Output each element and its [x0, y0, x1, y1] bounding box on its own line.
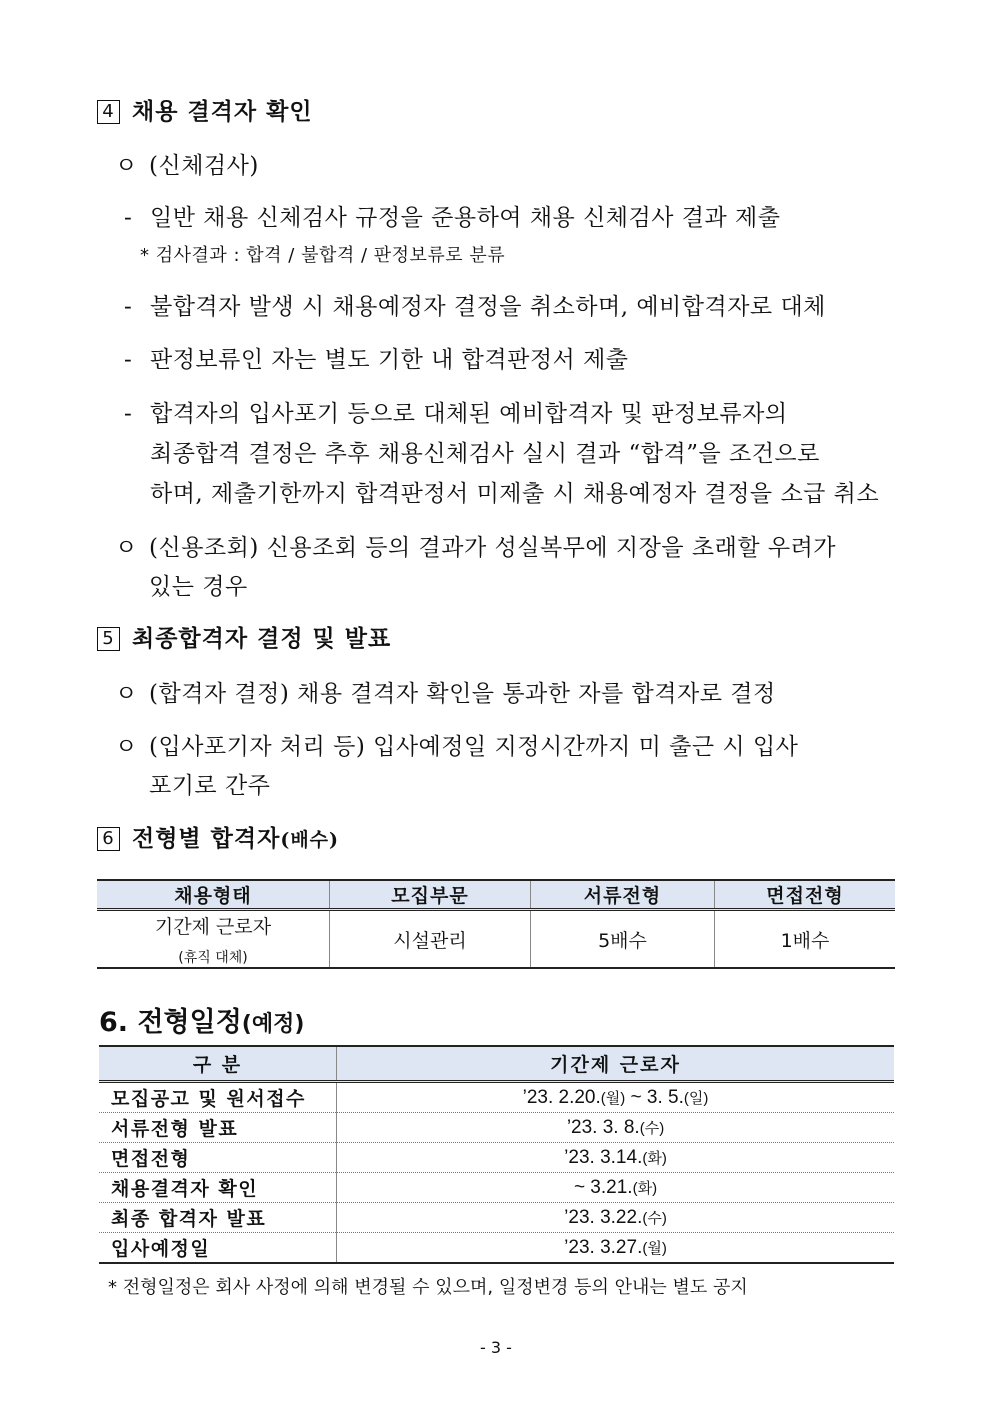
table-row [97, 910, 895, 969]
circle-bullet-icon: ㅇ [115, 153, 138, 179]
table-header: 서류전형 [531, 880, 715, 910]
section-number-box: 4 [97, 100, 120, 124]
item-text: 합격자의 입사포기 등으로 대체된 예비합격자 및 판정보류자의 [150, 401, 788, 427]
schedule-date: ’23. 3. 8.(수) [337, 1113, 895, 1143]
dash-item [124, 395, 788, 428]
bullet-withdrawal [115, 728, 798, 761]
schedule-title-suffix: (예정) [241, 1012, 305, 1037]
dash-icon: - [124, 294, 133, 320]
table-cell [97, 910, 330, 969]
bullet-credit-check [115, 529, 836, 562]
schedule-label: 면접전형 [99, 1143, 337, 1173]
section-5-heading [97, 620, 391, 653]
table-row [99, 1143, 894, 1173]
table-row [99, 1082, 894, 1113]
schedule-label: 입사예정일 [99, 1233, 337, 1264]
item-text-line3: 하며, 제출기한까지 합격판정서 미제출 시 채용예정자 결정을 소급 취소 [150, 481, 880, 507]
dash-item [124, 341, 629, 374]
schedule-date: ’23. 3.27.(월) [337, 1233, 895, 1264]
section-6-heading [97, 820, 339, 853]
schedule-title: 6. 전형일정 [99, 1007, 242, 1038]
table-cell: 5배수 [531, 910, 715, 969]
table-header: 모집부문 [330, 880, 531, 910]
bullet-text: (합격자 결정) 채용 결격자 확인을 통과한 자를 합격자로 결정 [149, 681, 776, 707]
table-cell: 1배수 [715, 910, 896, 969]
dash-icon: - [124, 205, 133, 231]
item-text: 불합격자 발생 시 채용예정자 결정을 취소하며, 예비합격자로 대체 [150, 294, 826, 320]
table-header: 기간제 근로자 [337, 1046, 895, 1082]
table-header: 구 분 [99, 1046, 337, 1082]
schedule-label: 채용결격자 확인 [99, 1173, 337, 1203]
table-header: 채용형태 [97, 880, 330, 910]
schedule-heading [99, 1000, 304, 1039]
schedule-label: 최종 합격자 발표 [99, 1203, 337, 1233]
employment-type: 기간제 근로자 [154, 915, 272, 938]
table-header-row [99, 1046, 894, 1082]
section-number-box: 5 [97, 627, 120, 651]
schedule-table [99, 1045, 894, 1264]
bullet-text: (신체검사) [149, 153, 259, 179]
note-text: * 검사결과 : 합격 / 불합격 / 판정보류로 분류 [140, 245, 506, 266]
bullet-text: (신용조회) 신용조회 등의 결과가 성실복무에 지장을 초래할 우려가 [149, 535, 837, 561]
page-number: - 3 - [480, 1338, 512, 1357]
schedule-footnote: * 전형일정은 회사 사정에 의해 변경될 수 있으며, 일정변경 등의 안내는 별도 공지 [108, 1277, 748, 1298]
dash-icon: - [124, 347, 133, 373]
schedule-label: 서류전형 발표 [99, 1113, 337, 1143]
section-title: 최종합격자 결정 및 발표 [132, 625, 392, 652]
dash-item [124, 199, 780, 232]
bullet-physical-exam [115, 147, 259, 180]
section-number-box: 6 [97, 827, 120, 851]
table-row [99, 1203, 894, 1233]
bullet-text: (입사포기자 처리 등) 입사예정일 지정시간까지 미 출근 시 입사 [149, 734, 799, 760]
schedule-date: ’23. 2.20.(월) ~ 3. 5.(일) [337, 1082, 895, 1113]
table-header: 면접전형 [715, 880, 896, 910]
bullet-decision [115, 675, 776, 708]
bullet-text-line2: 있는 경우 [149, 574, 248, 600]
dash-icon: - [124, 401, 133, 427]
circle-bullet-icon: ㅇ [115, 734, 138, 760]
section-title: 채용 결격자 확인 [132, 98, 313, 125]
table-header-row [97, 880, 895, 910]
selection-ratio-table [97, 879, 895, 969]
item-text: 판정보류인 자는 별도 기한 내 합격판정서 제출 [150, 347, 629, 373]
schedule-date: ’23. 3.14.(화) [337, 1143, 895, 1173]
schedule-date: ~ 3.21.(화) [337, 1173, 895, 1203]
bullet-text-line2: 포기로 간주 [149, 773, 271, 799]
dash-item [124, 288, 826, 321]
schedule-date: ’23. 3.22.(수) [337, 1203, 895, 1233]
circle-bullet-icon: ㅇ [115, 535, 138, 561]
table-row [99, 1113, 894, 1143]
table-row [99, 1173, 894, 1203]
circle-bullet-icon: ㅇ [115, 681, 138, 707]
item-text: 일반 채용 신체검사 규정을 준용하여 채용 신체검사 결과 제출 [150, 205, 781, 231]
employment-type-sub: (휴직 대체) [178, 949, 248, 966]
section-4-heading [97, 93, 313, 126]
schedule-label: 모집공고 및 원서접수 [99, 1082, 337, 1113]
section-title-suffix: (배수) [280, 829, 340, 851]
item-text-line2: 최종합격 결정은 추후 채용신체검사 실시 결과 “합격”을 조건으로 [150, 441, 820, 467]
table-row [99, 1233, 894, 1264]
section-title: 전형별 합격자 [132, 825, 281, 852]
table-cell: 시설관리 [330, 910, 531, 969]
